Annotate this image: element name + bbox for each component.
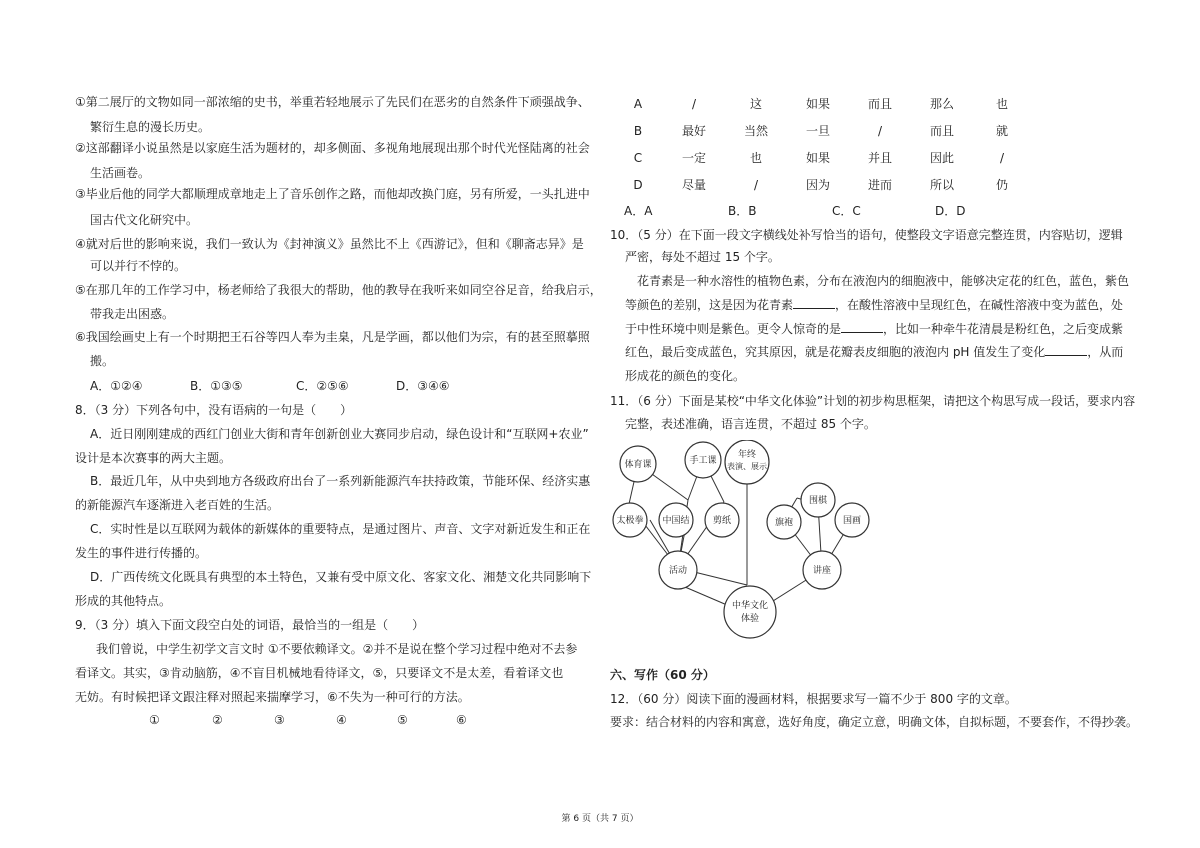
q8-d-line2: 形成的其他特点。	[75, 594, 172, 608]
culture-experience-diagram	[612, 440, 892, 650]
q10-text: ，从而	[1087, 345, 1124, 359]
q9-header-6: ⑥	[456, 713, 467, 727]
q7-item-2-line2: 生活画卷。	[90, 166, 151, 180]
table-cell: D	[633, 178, 643, 192]
q7-item-3-line1: ③毕业后他的同学大都顺理成章地走上了音乐创作之路，而他却改换门庭，另有所爱，一头扎进中	[75, 187, 590, 201]
page-footer: 第 6 页（共 7 页）	[561, 814, 639, 824]
node-shougong-label: 手工课	[689, 456, 717, 466]
table-cell: 所以	[929, 178, 954, 192]
node-weiqi-label: 围棋	[808, 496, 828, 506]
q9-option-d: D．D	[935, 204, 966, 218]
q9-header-5: ⑤	[397, 713, 408, 727]
table-cell: 进而	[867, 178, 892, 192]
q8-b-line2: 的新能源汽车逐渐进入老百姓的生活。	[75, 498, 280, 512]
table-cell: 而且	[867, 97, 892, 111]
q9-header-2: ②	[212, 713, 223, 727]
table-cell: 一旦	[805, 124, 830, 138]
table-cell: 而且	[929, 124, 954, 138]
node-huodong-label: 活动	[668, 566, 688, 576]
q9-stem: 9．（3 分）填入下面文段空白处的词语，最恰当的一组是（ ）	[75, 618, 425, 632]
q9-option-c: C．C	[832, 204, 861, 218]
table-cell: 当然	[743, 124, 768, 138]
table-cell: A	[633, 97, 643, 111]
table-cell: B	[633, 124, 643, 138]
table-cell: 一定	[681, 151, 706, 165]
table-cell: 并且	[867, 151, 892, 165]
table-cell: /	[877, 124, 883, 138]
section-6-heading: 六、写作（60 分）	[610, 668, 715, 682]
q10-passage-line5: 形成花的颜色的变化。	[625, 369, 746, 383]
table-cell: 如果	[805, 151, 830, 165]
table-cell: 那么	[929, 97, 954, 111]
q9-option-a: A．A	[624, 204, 653, 218]
answer-blank-2[interactable]	[841, 321, 883, 333]
q9-header-4: ④	[336, 713, 347, 727]
q7-item-6-line1: ⑥我国绘画史上有一个时期把王石谷等四人奉为圭臬，凡是学画，都以他们为宗，有的甚至照摹照	[75, 330, 590, 344]
table-row-c	[630, 150, 1020, 166]
table-row-d	[630, 177, 1020, 193]
answer-blank-3[interactable]	[1045, 344, 1087, 356]
table-cell: 也	[995, 97, 1008, 111]
table-cell: /	[753, 178, 759, 192]
node-tiyu-label: 体育课	[624, 460, 652, 470]
q8-stem: 8．（3 分）下列各句中，没有语病的一句是（ ）	[75, 403, 353, 417]
answer-blank-1[interactable]	[793, 297, 835, 309]
table-cell: 最好	[681, 124, 706, 138]
node-jianzhi-label: 剪纸	[712, 516, 732, 526]
q9-passage-line1: 我们曾说，中学生初学文言文时 ①不要依赖译文。②并不是说在整个学习过程中绝对不去参	[96, 642, 578, 656]
q9-header-1: ①	[149, 713, 160, 727]
q10-passage-line2	[625, 297, 1123, 313]
node-center-label-1: 中华文化	[731, 601, 769, 611]
q10-passage-line4	[625, 344, 1123, 360]
table-cell: /	[999, 151, 1005, 165]
q10-passage-line3	[625, 321, 1123, 337]
q10-text: 红色，最后变成蓝色，究其原因，就是花瓣表皮细胞的液泡内 pH 值发生了变化	[625, 345, 1046, 359]
q7-item-1-line1: ①第二展厅的文物如同一部浓缩的史书，举重若轻地展示了先民们在恶劣的自然条件下顽强战争、	[75, 95, 590, 109]
q9-header-3: ③	[274, 713, 285, 727]
q10-stem-line1: 10．（5 分）在下面一段文字横线处补写恰当的语句，使整段文字语意完整连贯，内容贴切，逻辑	[610, 228, 1123, 242]
q7-option-a: A．①②④	[90, 379, 143, 393]
table-cell: 就	[995, 124, 1008, 138]
node-nianzhong-label-2: 表演、展示	[727, 462, 767, 471]
q7-option-b: B．①③⑤	[190, 379, 243, 393]
q7-item-5-line2: 带我走出困惑。	[90, 307, 175, 321]
table-cell: 这	[749, 97, 762, 111]
q12-stem: 12．（60 分）阅读下面的漫画材料，根据要求写一篇不少于 800 字的文章。	[610, 692, 1017, 706]
table-cell: 如果	[805, 97, 830, 111]
node-zhongguojie-label: 中国结	[662, 516, 690, 526]
q7-item-2-line1: ②这部翻译小说虽然是以家庭生活为题材的，却多侧面、多视角地展现出那个时代光怪陆离的社会	[75, 141, 590, 155]
q11-stem-line1: 11．（6 分）下面是某校“中华文化体验”计划的初步构思框架，请把这个构思写成一段话，要求内容	[610, 394, 1136, 408]
q12-requirements: 要求：结合材料的内容和寓意，选好角度，确定立意，明确文体，自拟标题，不要套作，不得抄袭。	[610, 715, 1139, 729]
table-row-a	[630, 96, 1020, 112]
q10-text: 于中性环境中则是紫色。更令人惊奇的是	[625, 322, 842, 336]
q9-passage-line2: 看译文。其实，③肯动脑筋，④不盲目机械地看待译文，⑤，只要译文不是太差，看着译文也	[75, 666, 564, 680]
table-cell: 尽量	[681, 178, 706, 192]
q10-passage-line1: 花青素是一种水溶性的植物色素，分布在液泡内的细胞液中，能够决定花的红色，蓝色，紫色	[637, 274, 1130, 288]
node-taiji-label: 太极拳	[616, 516, 644, 526]
q11-stem-line2: 完整，表述准确，语言连贯，不超过 85 个字。	[625, 417, 876, 431]
q7-item-4-line1: ④就对后世的影响来说，我们一致认为《封神演义》虽然比不上《西游记》，但和《聊斋志异》是	[75, 237, 584, 251]
node-center-circle	[724, 586, 776, 638]
table-row-b	[630, 123, 1020, 139]
q8-d-line1: D．广西传统文化既具有典型的本土特色，又兼有受中原文化、客家文化、湘楚文化共同影响下	[90, 570, 592, 584]
q7-item-6-line2: 搬。	[90, 354, 115, 368]
q10-text: ，在酸性溶液中呈现红色，在碱性溶液中变为蓝色，处	[835, 298, 1124, 312]
q7-item-4-line2: 可以并行不悖的。	[90, 259, 187, 273]
q7-option-c: C．②⑤⑥	[296, 379, 349, 393]
node-jiangzuo-label: 讲座	[812, 566, 832, 576]
q10-stem-line2: 严密，每处不超过 15 个字。	[625, 250, 780, 264]
table-cell: 也	[749, 151, 762, 165]
q8-c-line2: 发生的事件进行传播的。	[75, 546, 208, 560]
q7-item-5-line1: ⑤在那几年的工作学习中，杨老师给了我很大的帮助，他的教导在我听来如同空谷足音，给我启示，	[75, 283, 602, 297]
table-cell: 因此	[929, 151, 954, 165]
q10-text: ，比如一种牵牛花清晨是粉红色，之后变成紫	[883, 322, 1124, 336]
q7-option-d: D．③④⑥	[396, 379, 450, 393]
node-qipao-label: 旗袍	[774, 518, 794, 528]
q8-a-line1: A．近日刚刚建成的西红门创业大街和青年创新创业大赛同步启动，绿色设计和“互联网+农业”	[90, 427, 589, 441]
q7-item-1-line2: 繁衍生息的漫长历史。	[90, 120, 211, 134]
q7-item-3-line2: 国古代文化研究中。	[90, 213, 199, 227]
table-cell: 仍	[995, 178, 1008, 192]
node-guohua-label: 国画	[842, 516, 862, 526]
q8-b-line1: B．最近几年，从中央到地方各级政府出台了一系列新能源汽车扶持政策，节能环保、经济实惠	[90, 474, 591, 488]
node-center-label-2: 体验	[740, 614, 760, 624]
q8-a-line2: 设计是本次赛事的两大主题。	[75, 451, 232, 465]
q9-option-b: B．B	[728, 204, 757, 218]
table-cell: 因为	[805, 178, 830, 192]
table-cell: C	[633, 151, 643, 165]
q10-text: 等颜色的差别，这是因为花青素	[625, 298, 794, 312]
table-cell: /	[691, 97, 697, 111]
q9-passage-line3: 无妨。有时候把译文跟注释对照起来揣摩学习，⑥不失为一种可行的方法。	[75, 690, 470, 704]
node-nianzhong-label-1: 年终	[737, 450, 757, 460]
q8-c-line1: C．实时性是以互联网为载体的新媒体的重要特点，是通过图片、声音、文字对新近发生和正在	[90, 522, 591, 536]
